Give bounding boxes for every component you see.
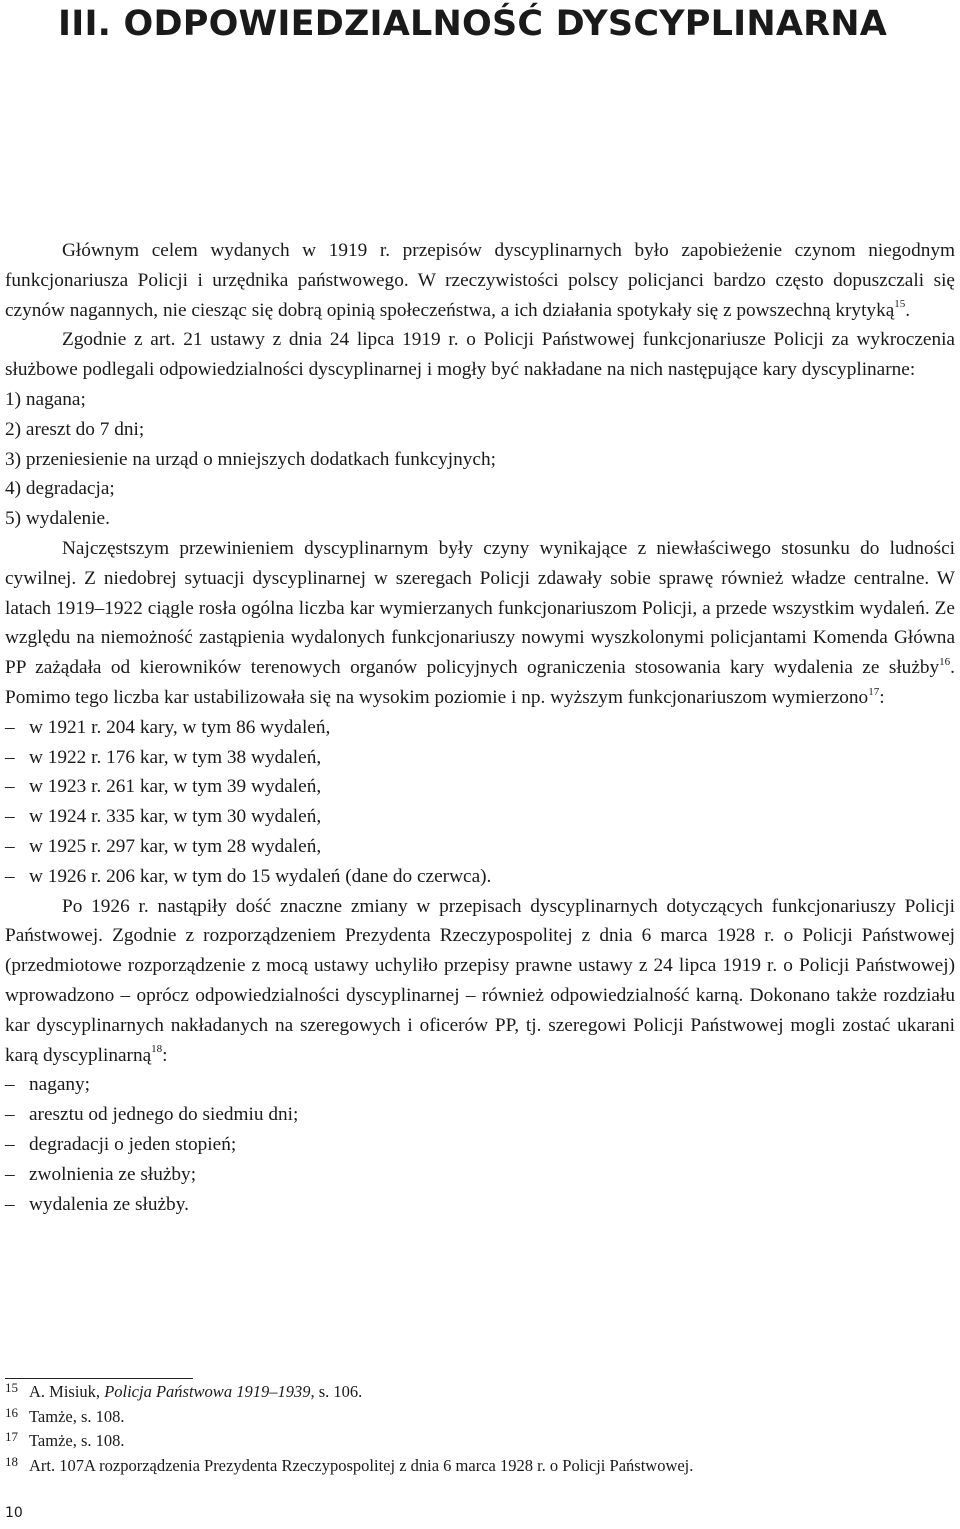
list-item: 5) wydalenie.	[5, 508, 110, 530]
footnote-17: 17 Tamże, s. 108.	[5, 1429, 125, 1450]
main-text	[5, 236, 955, 1219]
dash-marker: –	[5, 776, 15, 798]
list-item: 1) nagana;	[5, 388, 86, 410]
dash-marker: –	[5, 835, 15, 857]
dash-marker: –	[5, 716, 15, 738]
list-item: – nagany;	[5, 1070, 955, 1100]
dash-marker: –	[5, 806, 15, 828]
list-item: 3) przeniesienie na urząd o mniejszych dodatkach funkcyjnych;	[5, 448, 496, 470]
dash-marker: –	[5, 865, 15, 887]
dash-marker: –	[5, 1193, 15, 1215]
list-item: – aresztu od jednego do siedmiu dni;	[5, 1100, 955, 1130]
dash-marker: –	[5, 1133, 15, 1155]
footnote-16: 16 Tamże, s. 108.	[5, 1404, 125, 1426]
footnote-18: 18 Art. 107A rozporządzenia Prezydenta Rzeczypospolitej z dnia 6 marca 1928 r. o Policji Państwowej.	[5, 1453, 694, 1475]
paragraph-4: Po 1926 r. nastąpiły dość znaczne zmiany w przepisach dyscyplinarnych dotyczących funkcjonariuszy Policji Państwowej. Zgodnie z rozporządzeniem Prezydenta Rzeczypospolitej z dnia 6 marca 1928 r. o Policji Państwowej (przedmiotowe rozporządzenie z mocą ustawy uchyliło przepisy prawne ustawy z 24 lipca 1919 r. o Policji Państwowej) wprowadzono – oprócz odpowiedzialności dyscyplinarnej – również odpowiedzialność karną. Dokonano także rozdziału kar dyscyplinarnych nakładanych na szeregowych i oficerów PP, tj. szeregowi Policji Państwowej mogli zostać ukarani karą dyscyplinarną$^{18}$:	[5, 895, 955, 1066]
footnote-ref-15[interactable]: 15	[894, 298, 906, 311]
footnote-divider	[5, 1378, 193, 1379]
footnotes	[5, 1380, 955, 1478]
list-item: 2) areszt do 7 dni;	[5, 418, 145, 440]
list-item: – w 1921 r. 204 kary, w tym 86 wydaleń,	[5, 713, 955, 743]
list-item: – zwolnienia ze służby;	[5, 1160, 955, 1190]
list-item: – wydalenia ze służby.	[5, 1190, 955, 1220]
footnote-ref-17[interactable]: 17	[868, 685, 880, 698]
list-item: 4) degradacja;	[5, 478, 115, 500]
footnote-ref-18[interactable]: 18	[151, 1043, 163, 1056]
list-item: – w 1924 r. 335 kar, w tym 30 wydaleń,	[5, 802, 955, 832]
list-item: – w 1925 r. 297 kar, w tym 28 wydaleń,	[5, 832, 955, 862]
paragraph-2: Zgodnie z art. 21 ustawy z dnia 24 lipca 1919 r. o Policji Państwowej funkcjonariusze Policji za wykroczenia służbowe podlegali odpowiedzialności dyscyplinarnej i mogły być nakładane na nich następujące kary dyscyplinarne:	[5, 329, 955, 381]
list-item: – w 1926 r. 206 kar, w tym do 15 wydaleń (dane do czerwca).	[5, 862, 955, 892]
chapter-title: III. ODPOWIEDZIALNOŚĆ DYSCYPLINARNA	[58, 4, 888, 44]
list-item: – w 1923 r. 261 kar, w tym 39 wydaleń,	[5, 772, 955, 802]
dash-marker: –	[5, 1104, 15, 1126]
footnote-15: 15 A. Misiuk, Policja Państwowa 1919–1939, s. 106.	[5, 1380, 363, 1401]
list-item: – degradacji o jeden stopień;	[5, 1130, 955, 1160]
footnote-ref-16[interactable]: 16	[939, 655, 951, 668]
paragraph-1: Głównym celem wydanych w 1919 r. przepisów dyscyplinarnych było zapobieżenie czynom niegodnym funkcjonariusza Policji i urzędnika państwowego. W rzeczywistości polscy policjanci bardzo często dopuszczali się czynów nagannych, nie ciesząc się dobrą opinią społeczeństwa, a ich działania spotykały się z powszechną krytyką$^{15}$.	[5, 240, 955, 321]
dash-marker: –	[5, 1163, 15, 1185]
paragraph-3: Najczęstszym przewinieniem dyscyplinarnym były czyny wynikające z niewłaściwego stosunku do ludności cywilnej. Z niedobrej sytuacji dyscyplinarnej w szeregach Policji zdawały sobie sprawę również władze centralne. W latach 1919–1922 ciągle rosła ogólna liczba kar wymierzanych funkcjonariuszom Policji, a przede wszystkim wydaleń. Ze względu na niemożność zastąpienia wydalonych funkcjonariuszy nowymi wyszkolonymi policjantami Komenda Główna PP zażądała od kierowników terenowych organów policyjnych ograniczenia stosowania kary wydalenia ze służby$^{16}$. Pomimo tego liczba kar ustabilizowała się na wysokim poziomie i np. wyższym funkcjonariuszom wymierzono$^{17}$:	[5, 537, 955, 708]
dash-marker: –	[5, 1074, 15, 1096]
list-item: – w 1922 r. 176 kar, w tym 38 wydaleń,	[5, 743, 955, 773]
dash-marker: –	[5, 746, 15, 768]
page-number: 10	[5, 1505, 23, 1521]
